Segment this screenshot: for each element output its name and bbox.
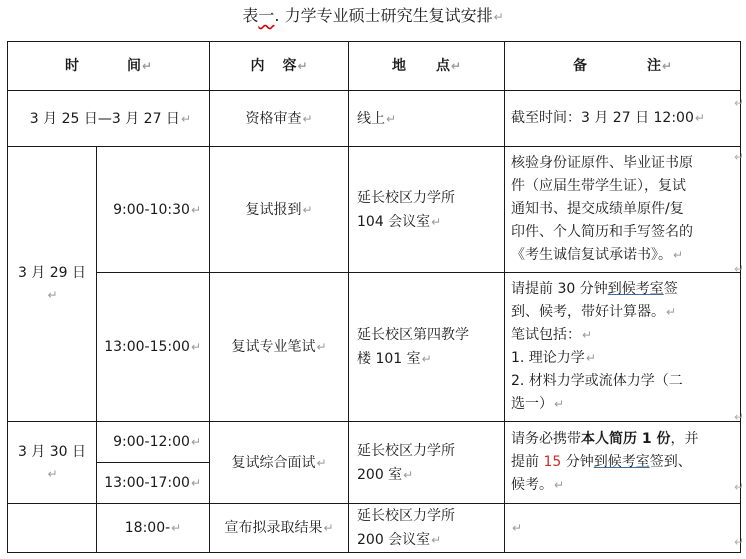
cell-date-qualify: 3 月 25 日—3 月 27 日↵ xyxy=(8,91,210,147)
cell-content-qualify: 资格审查↵ xyxy=(210,91,349,147)
cell-place-interview: 延长校区力学所 200 室↵ xyxy=(349,422,505,504)
cell-content-written: 复试专业笔试↵ xyxy=(210,273,349,422)
title-rest: . 力学专业硕士研究生复试安排 xyxy=(274,6,493,25)
cell-content-checkin: 复试报到↵ xyxy=(210,147,349,273)
paragraph-mark-icon: ↵ xyxy=(493,10,504,24)
table-row xyxy=(8,422,741,463)
cell-note-qualify: 截至时间：3 月 27 日 12:00↵ xyxy=(505,91,741,147)
cell-place-written: 延长校区第四教学 楼 101 室↵ xyxy=(349,273,505,422)
cell-content-interview: 复试综合面试↵ xyxy=(210,422,349,504)
cell-note-interview: 请务必携带本人简历 1 份，并 提前 15 分钟到候考室签到、 候考。↵ xyxy=(505,422,741,504)
header-time: 时 间↵ xyxy=(8,42,210,91)
title-spellcheck-word: 一 xyxy=(258,6,275,25)
cell-content-result: 宣布拟录取结果↵ xyxy=(210,504,349,553)
header-note: 备 注↵ xyxy=(505,42,741,91)
header-content: 内 容↵ xyxy=(210,42,349,91)
table-row xyxy=(8,504,741,553)
cell-date-29: 3 月 29 日↵ xyxy=(8,147,97,422)
schedule-table xyxy=(7,41,741,553)
header-row xyxy=(8,42,741,91)
table-row xyxy=(8,147,741,273)
cell-note-result: ↵ xyxy=(505,504,741,553)
cell-time-result: 18:00-↵ xyxy=(97,504,210,553)
row-end-mark-icon: ↵ xyxy=(733,535,744,549)
row-end-mark-icon: ↵ xyxy=(733,410,744,424)
cell-time-interview-am: 9:00-12:00↵ xyxy=(97,422,210,463)
table-row xyxy=(8,91,741,147)
cell-place-checkin: 延长校区力学所 104 会议室↵ xyxy=(349,147,505,273)
cell-time-checkin: 9:00-10:30↵ xyxy=(97,147,210,273)
cell-time-written: 13:00-15:00↵ xyxy=(97,273,210,422)
row-end-mark-icon: ↵ xyxy=(733,150,744,164)
table-row xyxy=(8,273,741,422)
cell-date-30: 3 月 30 日↵ xyxy=(8,422,97,504)
cell-note-written: 请提前 30 分钟到候考室签 到、候考，带好计算器。↵ 笔试包括：↵ 1. 理论力学↵ 2. 材料力学或流体力学（二 选一）↵ xyxy=(505,273,741,422)
row-end-mark-icon: ↵ xyxy=(733,262,744,276)
cell-date-empty xyxy=(8,504,97,553)
header-place: 地 点↵ xyxy=(349,42,505,91)
cell-place-qualify: 线上↵ xyxy=(349,91,505,147)
cell-note-checkin: 核验身份证原件、毕业证书原 件（应届生带学生证），复试 通知书、提交成绩单原件/复 印件、个人简历和手写签名的 《考生诚信复试承诺书》。↵ xyxy=(505,147,741,273)
cell-time-interview-pm: 13:00-17:00↵ xyxy=(97,463,210,504)
cell-place-result: 延长校区力学所 200 会议室↵ xyxy=(349,504,505,553)
title-prefix: 表 xyxy=(242,6,259,25)
row-end-mark-icon: ↵ xyxy=(733,96,744,110)
table-title xyxy=(0,4,746,29)
row-end-mark-icon: ↵ xyxy=(733,480,744,494)
